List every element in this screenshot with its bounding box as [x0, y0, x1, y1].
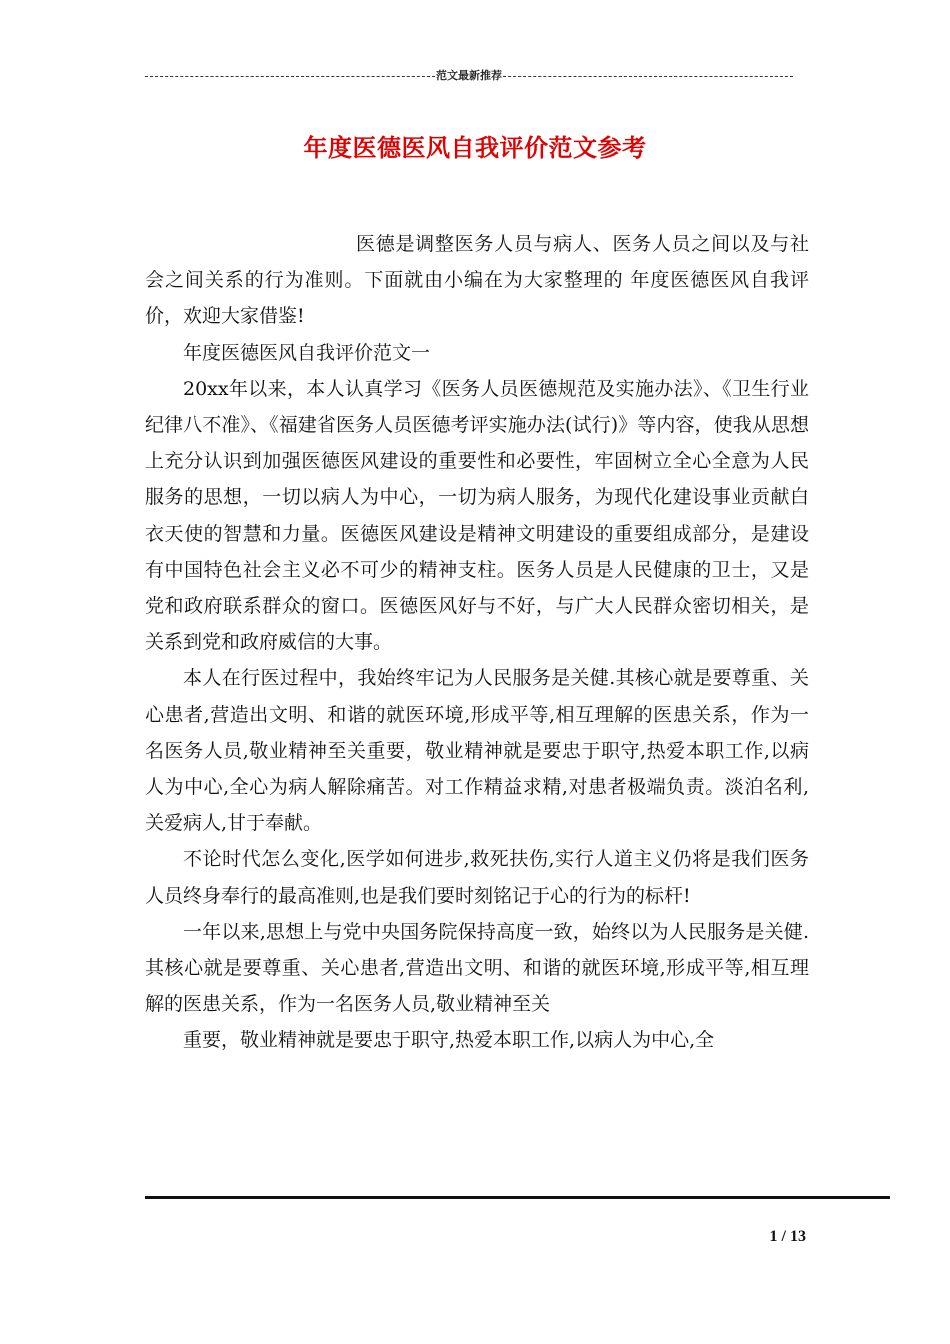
paragraph-body-2: 本人在行医过程中，我始终牢记为人民服务是关健.其核心就是要尊重、关心患者,营造出文明、和谐的就医环境,形成平等,相互理解的医患关系，作为一名医务人员,敬业精神至关重要，敬业精神就是要忠于职守,热爱本职工作,以病人为中心,全心为病人解除痛苦。对工作精益求精,对患者极端负责。淡泊名利,关爱病人,甘于奉献。 — [145, 667, 809, 835]
footer-rule — [145, 1196, 890, 1199]
paragraph-body-5: 重要，敬业精神就是要忠于职守,热爱本职工作,以病人为中心,全 — [183, 1029, 715, 1052]
header-label: 范文最新推荐 — [436, 69, 502, 82]
paragraph-body-3: 不论时代怎么变化,医学如何进步,救死扶伤,实行人道主义仍将是我们医务人员终身奉行的最高准则,也是我们要时刻铭记于心的行为的标杆! — [145, 848, 809, 907]
header-dashes-right — [503, 76, 793, 77]
document-title: 年度医德医风自我评价范文参考 — [303, 133, 647, 162]
paragraph-body-1: 20xx年以来，本人认真学习《医务人员医德规范及实施办法》、《卫生行业纪律八不准》、《福建省医务人员医德考评实施办法(试行)》等内容，使我从思想上充分认识到加强医德医风建设的重要性和必要性，牢固树立全心全意为人民服务的思想，一切以病人为中心，一切为病人服务，为现代化建设事业贡献白衣天使的智慧和力量。医德医风建设是精神文明建设的重要组成部分，是建设有中国特色社会主义必不可少的精神支柱。医务人员是人民健康的卫士，又是党和政府联系群众的窗口。医德医风好与不好，与广大人民群众密切相关，是关系到党和政府威信的大事。 — [145, 377, 809, 654]
paragraph-body-4: 一年以来,思想上与党中央国务院保持高度一致，始终以为人民服务是关健.其核心就是要尊重、关心患者,营造出文明、和谐的就医环境,形成平等,相互理解的医患关系，作为一名医务人员,敬业精神至关 — [145, 920, 809, 1016]
header-dashes-left — [145, 76, 435, 77]
page-number: 1 / 13 — [769, 1228, 806, 1245]
page-header — [145, 66, 793, 86]
paragraph-subtitle: 年度医德医风自我评价范文一 — [183, 341, 431, 364]
paragraph-intro: 医德是调整医务人员与病人、医务人员之间以及与社会之间关系的行为准则。下面就由小编在为大家整理的 年度医德医风自我评价，欢迎大家借鉴! — [145, 233, 809, 328]
document-body — [145, 226, 809, 1059]
